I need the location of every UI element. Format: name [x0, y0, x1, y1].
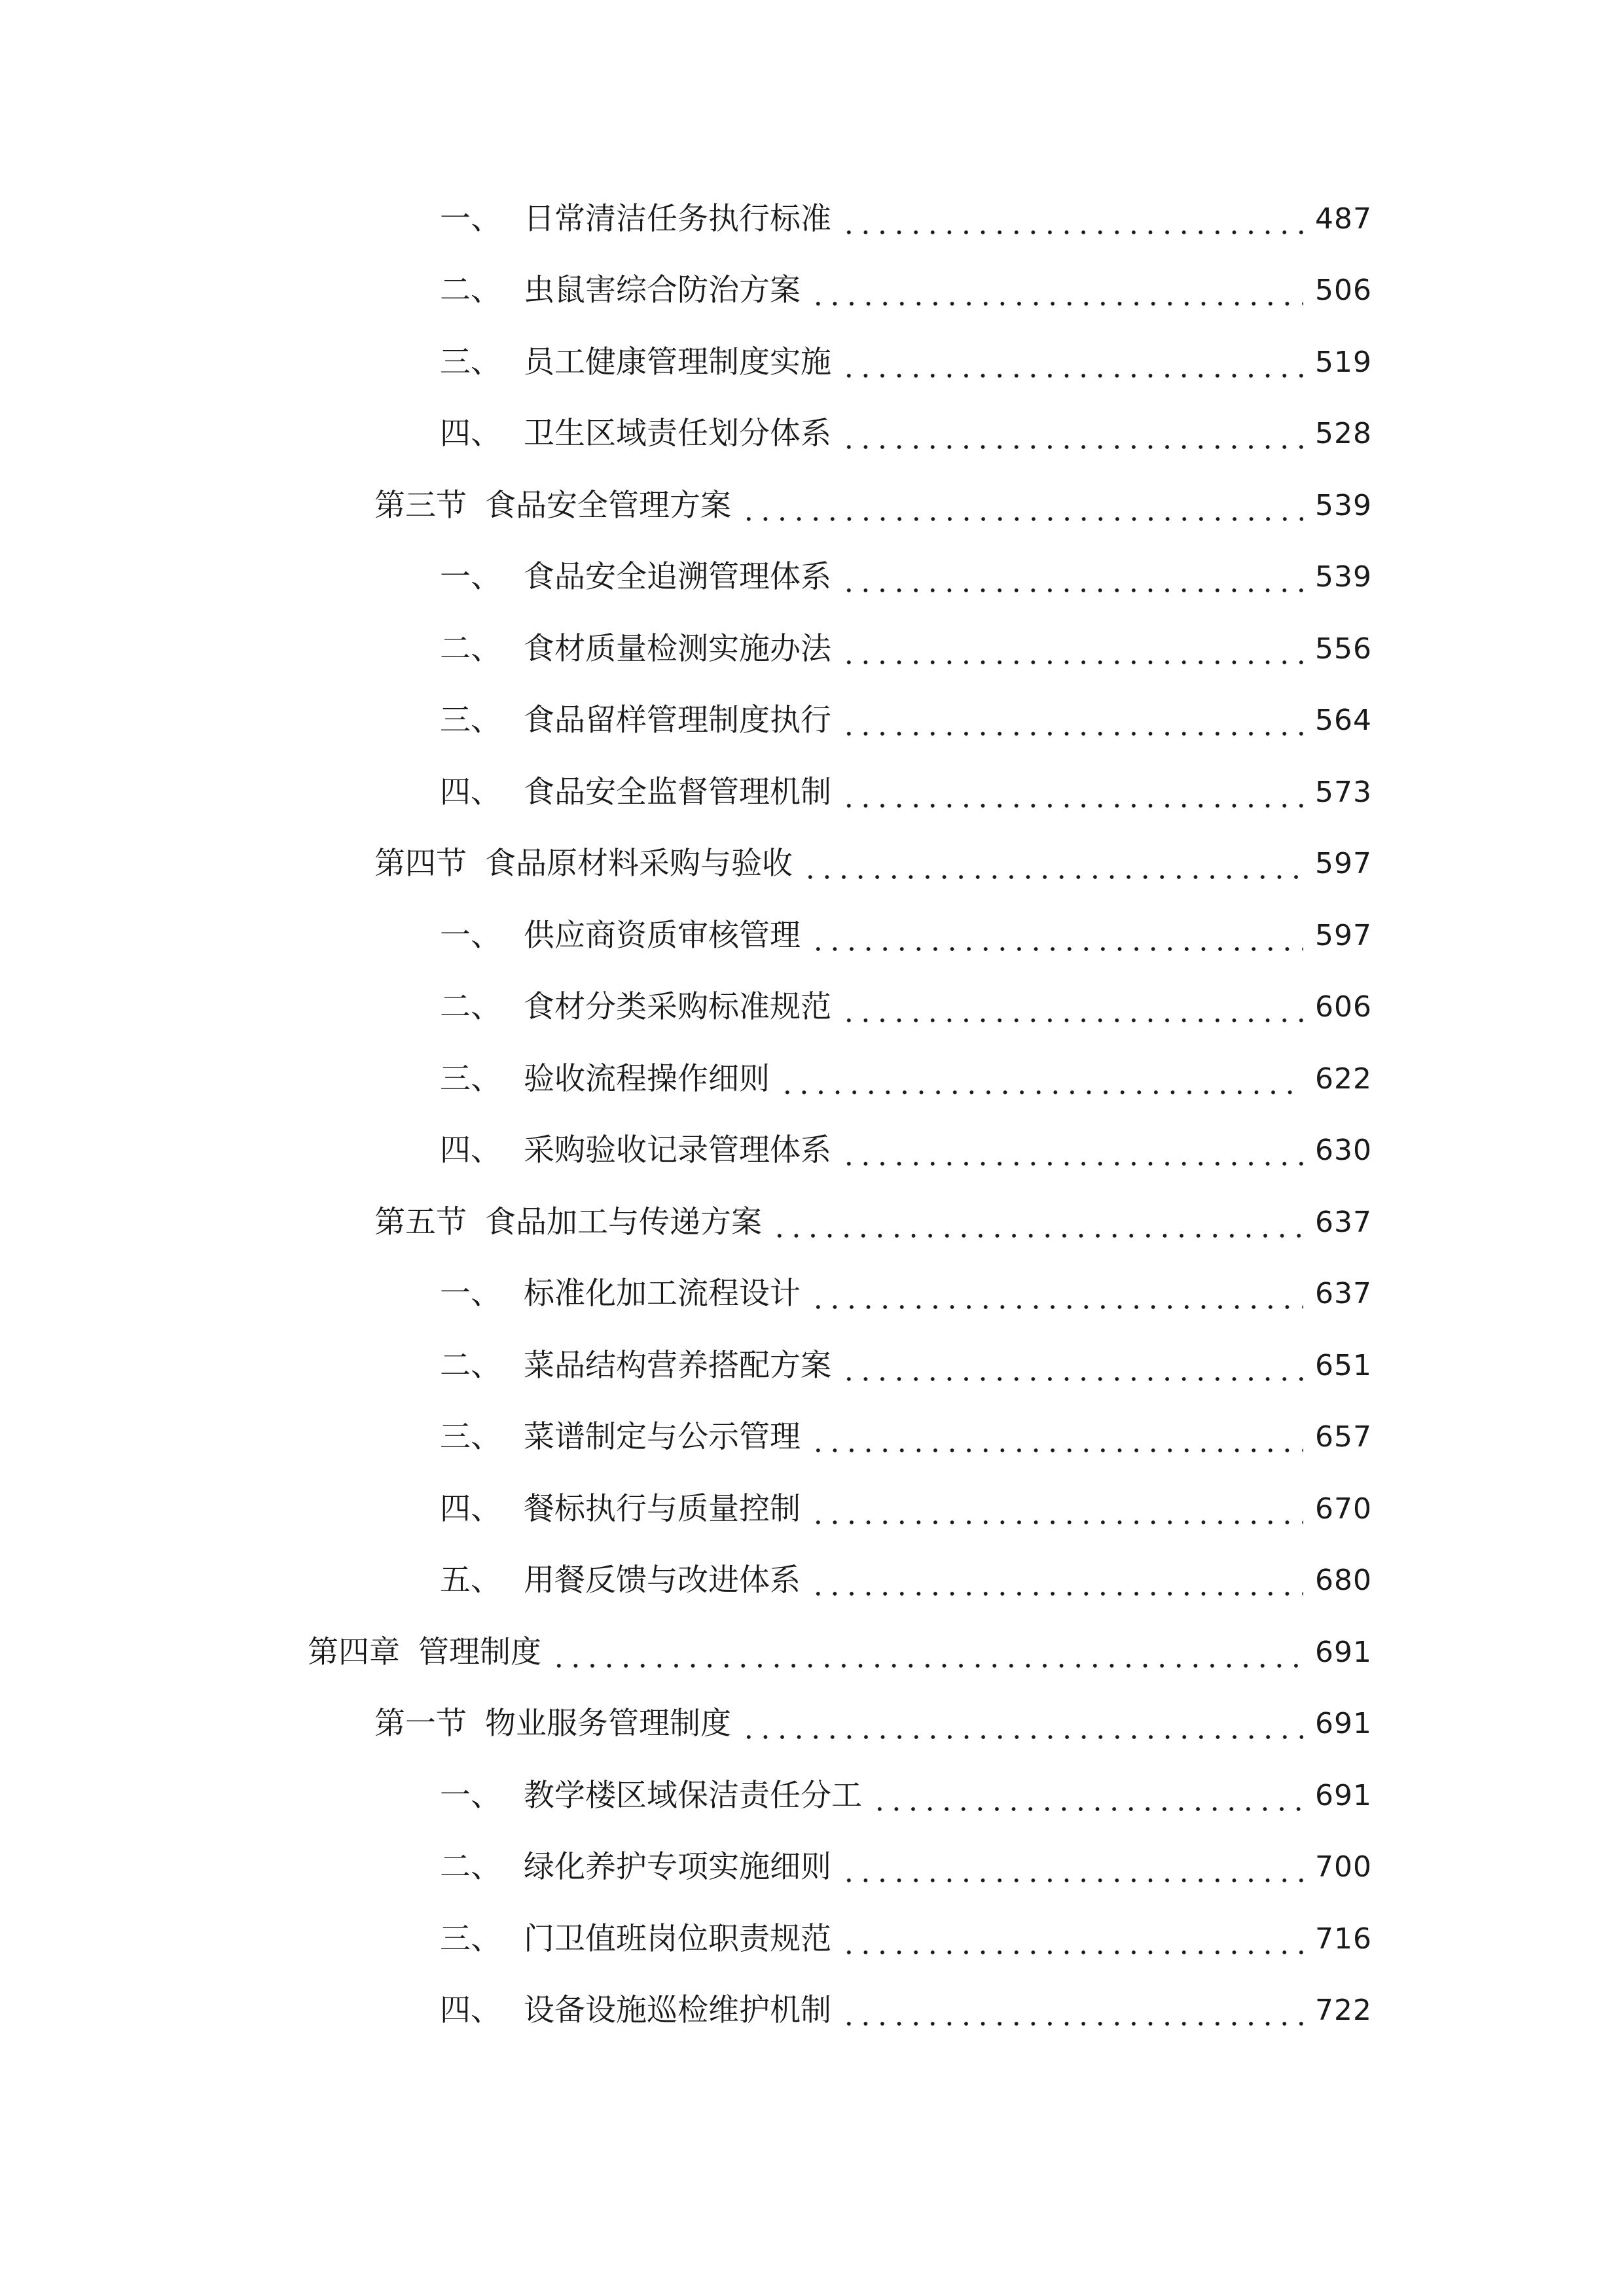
toc-entry-page-number: 564 — [1315, 704, 1372, 738]
toc-entry-number: 四、 — [440, 774, 501, 810]
toc-entry-page-number: 487 — [1315, 202, 1372, 236]
toc-entry-item[interactable] — [0, 900, 1624, 972]
dot-leader — [839, 1920, 1303, 1959]
toc-entry-title: 绿化养护专项实施细则 — [524, 1849, 831, 1886]
toc-entry-number: 一、 — [440, 559, 501, 596]
toc-entry-page-number: 700 — [1315, 1850, 1372, 1884]
toc-entry-number: 四、 — [440, 1132, 501, 1169]
dot-leader — [839, 558, 1303, 597]
dot-leader — [808, 1561, 1303, 1600]
toc-entry-title: 标准化加工流程设计 — [524, 1276, 801, 1312]
toc-entry-item[interactable] — [0, 1760, 1624, 1832]
toc-entry-title: 食品安全管理方案 — [485, 487, 731, 524]
toc-entry-item[interactable] — [0, 1473, 1624, 1545]
toc-entry-number: 二、 — [440, 1849, 501, 1886]
toc-entry-title: 教学楼区域保洁责任分工 — [524, 1777, 862, 1814]
toc-entry-number: 第三节 — [374, 487, 467, 524]
toc-entry-title: 食品原材料采购与验收 — [485, 846, 793, 882]
toc-entry-item[interactable] — [0, 613, 1624, 685]
toc-entry-page-number: 597 — [1315, 918, 1372, 952]
dot-leader — [808, 1274, 1303, 1314]
toc-entry-title: 食材质量检测实施办法 — [524, 630, 831, 667]
toc-entry-page-number: 528 — [1315, 417, 1372, 451]
toc-entry-number: 一、 — [440, 1276, 501, 1312]
dot-leader — [739, 486, 1303, 526]
toc-entry-title: 卫生区域责任划分体系 — [524, 416, 831, 452]
toc-entry-number: 三、 — [440, 1060, 501, 1097]
dot-leader — [739, 1704, 1303, 1744]
toc-entry-title: 采购验收记录管理体系 — [524, 1132, 831, 1169]
toc-entry-number: 五、 — [440, 1562, 501, 1599]
dot-leader — [778, 1060, 1303, 1099]
toc-entry-number: 二、 — [440, 989, 501, 1026]
toc-entry-number: 二、 — [440, 1347, 501, 1384]
toc-entry-number: 第四节 — [374, 846, 467, 882]
toc-entry-number: 二、 — [440, 272, 501, 309]
dot-leader — [801, 844, 1303, 884]
toc-entry-title: 验收流程操作细则 — [524, 1060, 770, 1097]
toc-entry-item[interactable] — [0, 399, 1624, 471]
toc-entry-page-number: 691 — [1315, 1635, 1372, 1669]
dot-leader — [839, 1991, 1303, 2030]
toc-entry-item[interactable] — [0, 255, 1624, 327]
toc-entry-number: 一、 — [440, 200, 501, 237]
toc-entry-item[interactable] — [0, 1330, 1624, 1402]
dot-leader — [808, 271, 1303, 310]
dot-leader — [839, 773, 1303, 812]
toc-entry-item[interactable] — [0, 1903, 1624, 1975]
toc-entry-page-number: 539 — [1315, 488, 1372, 522]
toc-entry-number: 一、 — [440, 917, 501, 954]
dot-leader — [549, 1633, 1303, 1672]
toc-entry-item[interactable] — [0, 1545, 1624, 1617]
dot-leader — [808, 1418, 1303, 1457]
toc-entry-item[interactable] — [0, 1975, 1624, 2047]
toc-entry-number: 第一节 — [374, 1706, 467, 1742]
dot-leader — [839, 701, 1303, 740]
toc-entry-number: 三、 — [440, 1920, 501, 1957]
dot-leader — [839, 343, 1303, 382]
toc-entry-page-number: 716 — [1315, 1922, 1372, 1956]
toc-entry-page-number: 691 — [1315, 1707, 1372, 1741]
toc-entry-title: 员工健康管理制度实施 — [524, 344, 831, 380]
toc-entry-title: 餐标执行与质量控制 — [524, 1490, 801, 1527]
toc-entry-page-number: 506 — [1315, 274, 1372, 308]
toc-entry-number: 第五节 — [374, 1204, 467, 1240]
toc-entry-page-number: 680 — [1315, 1564, 1372, 1598]
toc-entry-number: 四、 — [440, 1992, 501, 2029]
toc-entry-page-number: 622 — [1315, 1062, 1372, 1096]
toc-entry-item[interactable] — [0, 1115, 1624, 1187]
toc-entry-number: 四、 — [440, 416, 501, 452]
toc-entry-title: 日常清洁任务执行标准 — [524, 200, 831, 237]
toc-entry-item[interactable] — [0, 1402, 1624, 1474]
toc-entry-section[interactable] — [0, 1689, 1624, 1761]
toc-entry-title: 门卫值班岗位职责规范 — [524, 1920, 831, 1957]
toc-entry-number: 二、 — [440, 630, 501, 667]
toc-entry-item[interactable] — [0, 1043, 1624, 1115]
dot-leader — [839, 1131, 1303, 1170]
toc-entry-number: 三、 — [440, 702, 501, 739]
toc-entry-number: 四、 — [440, 1490, 501, 1527]
dot-leader — [839, 414, 1303, 454]
toc-entry-page-number: 637 — [1315, 1277, 1372, 1311]
toc-entry-number: 三、 — [440, 1419, 501, 1456]
toc-entry-page-number: 691 — [1315, 1778, 1372, 1812]
toc-entry-page-number: 556 — [1315, 632, 1372, 666]
toc-entry-title: 食品安全追溯管理体系 — [524, 559, 831, 596]
toc-entry-title: 用餐反馈与改进体系 — [524, 1562, 801, 1599]
toc-entry-item[interactable] — [0, 972, 1624, 1044]
toc-entry-item[interactable] — [0, 685, 1624, 757]
toc-entry-number: 第四章 — [308, 1634, 400, 1670]
dot-leader — [839, 988, 1303, 1027]
dot-leader — [839, 1346, 1303, 1386]
toc-entry-title: 管理制度 — [418, 1634, 541, 1670]
toc-entry-title: 食品留样管理制度执行 — [524, 702, 831, 739]
dot-leader — [839, 200, 1303, 239]
toc-entry-page-number: 606 — [1315, 990, 1372, 1024]
toc-entry-item[interactable] — [0, 183, 1624, 255]
toc-entry-section[interactable] — [0, 1187, 1624, 1259]
toc-entry-title: 菜谱制定与公示管理 — [524, 1419, 801, 1456]
dot-leader — [870, 1776, 1303, 1816]
dot-leader — [839, 630, 1303, 669]
toc-entry-chapter[interactable] — [0, 1617, 1624, 1689]
dot-leader — [808, 1490, 1303, 1529]
toc-entry-page-number: 722 — [1315, 1994, 1372, 2028]
toc-entry-item[interactable] — [0, 1832, 1624, 1904]
toc-entry-page-number: 630 — [1315, 1134, 1372, 1168]
toc-entry-page-number: 637 — [1315, 1205, 1372, 1239]
toc-entry-section[interactable] — [0, 829, 1624, 901]
dot-leader — [808, 916, 1303, 956]
toc-entry-item[interactable] — [0, 327, 1624, 399]
toc-entry-title: 食品安全监督管理机制 — [524, 774, 831, 810]
toc-entry-page-number: 573 — [1315, 775, 1372, 809]
toc-entry-page-number: 519 — [1315, 345, 1372, 379]
toc-entry-title: 食品加工与传递方案 — [485, 1204, 762, 1240]
toc-entry-title: 菜品结构营养搭配方案 — [524, 1347, 831, 1384]
toc-entry-section[interactable] — [0, 470, 1624, 542]
toc-entry-title: 食材分类采购标准规范 — [524, 989, 831, 1026]
toc-entry-item[interactable] — [0, 757, 1624, 829]
toc-entry-title: 供应商资质审核管理 — [524, 917, 801, 954]
toc-entry-item[interactable] — [0, 1259, 1624, 1331]
toc-entry-title: 虫鼠害综合防治方案 — [524, 272, 801, 309]
toc-entry-item[interactable] — [0, 542, 1624, 614]
dot-leader — [770, 1203, 1303, 1242]
toc-entry-page-number: 657 — [1315, 1420, 1372, 1454]
toc-entry-title: 物业服务管理制度 — [485, 1706, 731, 1742]
toc-entry-title: 设备设施巡检维护机制 — [524, 1992, 831, 2029]
table-of-contents — [0, 183, 1624, 2047]
toc-entry-page-number: 597 — [1315, 847, 1372, 881]
toc-entry-page-number: 539 — [1315, 560, 1372, 594]
toc-entry-page-number: 651 — [1315, 1348, 1372, 1382]
toc-entry-number: 三、 — [440, 344, 501, 380]
toc-entry-number: 一、 — [440, 1777, 501, 1814]
toc-entry-page-number: 670 — [1315, 1492, 1372, 1526]
dot-leader — [839, 1848, 1303, 1887]
